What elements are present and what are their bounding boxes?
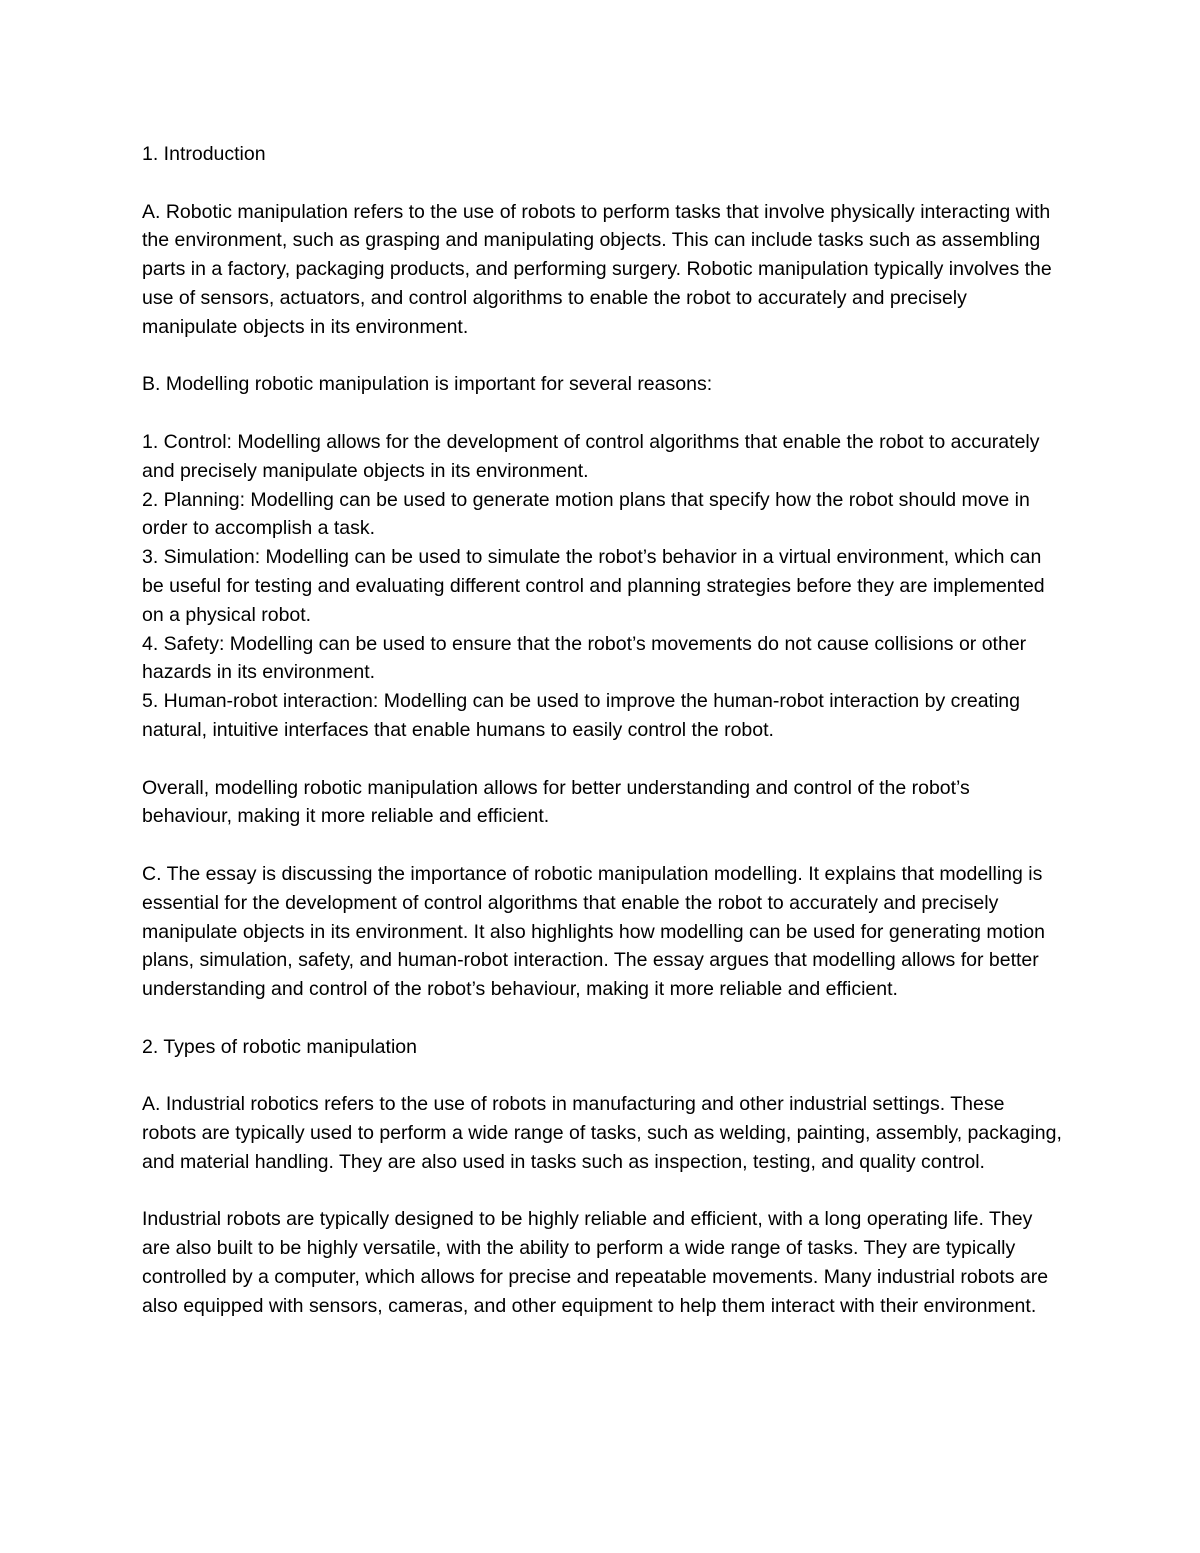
list-item-human-robot-interaction: 5. Human-robot interaction: Modelling can be used to improve the human-robot interaction by creating natural, intuitive interfaces that enable humans to easily control the robot. [142,690,1026,741]
paragraph-gap [142,1177,1062,1206]
paragraph-gap [142,831,1062,860]
paragraph-essay-summary: C. The essay is discussing the importance of robotic manipulation modelling. It explains that modelling is essential for the development of control algorithms that enable the robot to accurately and precisely manipulate objects in its environment. It also highlights how modelling can be used for generating motion plans, simulation, safety, and human-robot interaction. The essay argues that modelling allows for better understanding and control of the robot’s behaviour, making it more reliable and efficient. [142,862,1051,1001]
list-item-control: 1. Control: Modelling allows for the development of control algorithms that enable the robot to accurately and precisely manipulate objects in its environment. [142,430,1045,482]
section-heading-introduction: 1. Introduction [142,143,266,165]
paragraph-robotic-manipulation-definition: A. Robotic manipulation refers to the use of robots to perform tasks that involve physically interacting with the environment, such as grasping and manipulating objects. This can include tasks such as assembling parts in a factory, packaging products, and performing surgery. Robotic manipulation typically involves the use of sensors, actuators, and control algorithms to enable the robot to accurately and precisely manipulate objects in its environment. [142,200,1058,338]
paragraph-industrial-robotics: A. Industrial robotics refers to the use of robots in manufacturing and other industrial settings. These robots are typically used to perform a wide range of tasks, such as welding, painting, assembly, packaging, and material handling. They are also used in tasks such as inspection, testing, and quality control. [142,1093,1068,1173]
paragraph-gap [142,1004,1062,1033]
paragraph-gap [142,399,1062,428]
list-item-safety: 4. Safety: Modelling can be used to ensure that the robot’s movements do not cause collisions or other hazards in its environment. [142,632,1032,684]
list-item-simulation: 3. Simulation: Modelling can be used to simulate the robot’s behavior in a virtual environment, which can be useful for testing and evaluating different control and planning strategies before they are implemented on a physical robot. [142,546,1051,626]
paragraph-gap [142,169,1062,198]
list-item-planning: 2. Planning: Modelling can be used to generate motion plans that specify how the robot should move in order to accomplish a task. [142,488,1036,540]
paragraph-overall: Overall, modelling robotic manipulation allows for better understanding and control of the robot’s behaviour, making it more reliable and efficient. [142,776,976,828]
paragraph-gap [142,342,1062,371]
paragraph-gap [142,1062,1062,1091]
document-page [142,140,1068,1321]
paragraph-industrial-robot-traits: Industrial robots are typically designed to be highly reliable and efficient, with a long operating life. They are also built to be highly versatile, with the ability to perform a wide range of tasks. They are typically controlled by a computer, which allows for precise and repeatable movements. Many industrial robots are also equipped with sensors, cameras, and other equipment to help them interact with their environment. [142,1208,1054,1317]
paragraph-modelling-importance: B. Modelling robotic manipulation is important for several reasons: [142,373,713,396]
section-heading-types: 2. Types of robotic manipulation [142,1035,417,1058]
paragraph-gap [142,745,1062,774]
